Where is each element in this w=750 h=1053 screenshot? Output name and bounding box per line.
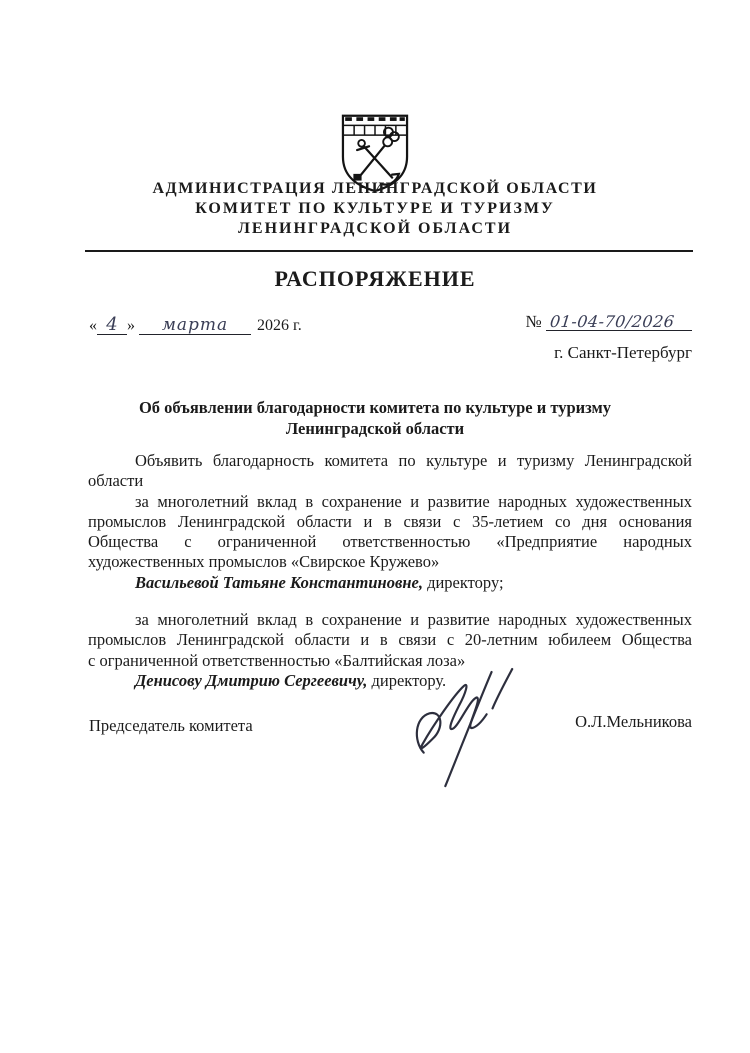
awardee-name: Васильевой Татьяне Константиновне, [135,572,423,592]
body-line: с ограниченной ответственностью «Балтийская лоза» [88,650,466,670]
body-line: Общества с ограниченной ответственностью «Предприятие народных [88,532,692,552]
close-quote: » [127,317,135,334]
body-line: промыслов Ленинградской области и в связи с 20-летним юбилеем Общества [88,630,692,650]
letterhead-divider [85,250,693,252]
org-name-line1: АДМИНИСТРАЦИЯ ЛЕНИНГРАДСКОЙ ОБЛАСТИ [152,180,598,197]
subject-title [73,397,677,439]
number-field [526,312,692,332]
body-line-awardee [88,573,692,593]
open-quote: « [89,317,97,334]
number-blank [546,313,692,331]
body-line: за многолетний вклад в сохранение и развитие народных художественных [135,610,692,630]
number-label: № [525,312,542,331]
signer-name: О.Л.Мельникова [575,712,692,731]
handwritten-month: марта [161,315,229,335]
awardee-name: Денисову Дмитрию Сергеевичу, [135,670,368,690]
handwritten-number: 01-04-70/2026 [549,312,676,331]
document-type-title: РАСПОРЯЖЕНИЕ [274,266,476,291]
month-blank [139,317,251,335]
subject-line2: Ленинградской области [285,419,465,438]
handwritten-day: 4 [106,314,118,335]
body-text [88,451,692,691]
awardee-role: директору. [367,670,447,690]
body-line: промыслов Ленинградской области и в связи с 35-летием со дня основания [88,511,692,531]
city-line: г. Санкт-Петербург [554,343,692,362]
body-line: области [88,471,144,491]
paragraph-gap [88,593,692,610]
awardee-role: директору; [422,572,504,592]
date-field [89,316,302,335]
org-name-line2: КОМИТЕТ ПО КУЛЬТУРЕ И ТУРИЗМУ [195,200,555,217]
body-line: за многолетний вклад в сохранение и развитие народных художественных [135,491,692,511]
org-name-line3: ЛЕНИНГРАДСКОЙ ОБЛАСТИ [237,220,513,237]
body-line-awardee [88,671,692,691]
body-line: Объявить благодарность комитета по культуре и туризму Ленинградской [135,451,692,470]
body-line: художественных промыслов «Свирское Кружево» [88,552,440,572]
printed-year: 2026 г. [257,317,302,334]
subject-line1: Об объявлении благодарности комитета по культуре и туризму [138,398,612,417]
signer-position: Председатель комитета [89,716,253,735]
day-blank [97,316,127,335]
signature-icon [406,666,524,798]
letterhead [0,179,750,239]
